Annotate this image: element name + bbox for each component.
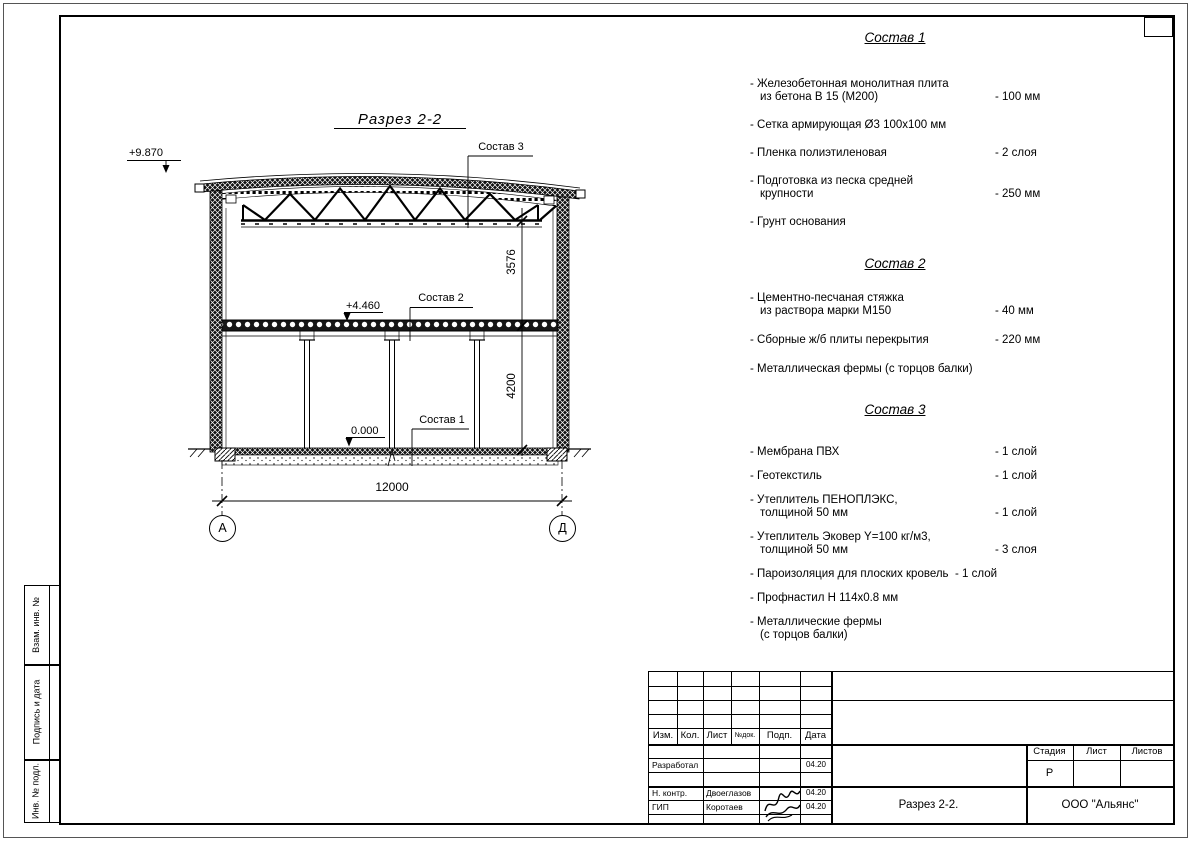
dim-floor-height: 4200 (506, 373, 518, 399)
callout-sostav2: Состав 2 (418, 292, 464, 304)
list-item: - Цементно-песчаная стяжка из раствора марки М150 - 40 мм (750, 292, 1034, 317)
tb-name-ncontrol: Двоеглазов (706, 788, 752, 798)
composition-title: Состав 3 (864, 402, 926, 417)
list-item: - Грунт основания (750, 216, 846, 228)
dim-span: 12000 (375, 480, 409, 494)
composition-title: Состав 1 (864, 30, 926, 45)
tb-header-list: Лист (706, 730, 728, 741)
title-block (648, 671, 1175, 825)
columns (299, 340, 485, 448)
tb-header-kol: Кол. (680, 730, 700, 741)
axis-bubble-a: А (209, 515, 236, 542)
floor-slab (222, 320, 558, 340)
composition-list-1 (745, 30, 1077, 244)
side-label-podpis: Подпись и дата (31, 679, 42, 745)
vertical-dimension (517, 208, 527, 456)
list-item: - Пленка полиэтиленовая - 2 слоя (750, 147, 1037, 159)
side-label-inv: Инв. № подл. (30, 762, 41, 820)
axis-bubble-d: Д (549, 515, 576, 542)
tb-stage-label: Стадия (1033, 746, 1066, 757)
callout-sostav3: Состав 3 (478, 141, 524, 153)
tb-header-podp: Подп. (766, 730, 793, 741)
tb-role-ncontrol: Н. контр. (652, 788, 688, 798)
list-item: - Профнастил Н 114х0.8 мм (750, 592, 899, 604)
ground-floor (188, 448, 591, 466)
callout-sostav1: Состав 1 (419, 414, 465, 426)
list-item: - Подготовка из песка средней крупности - 250 мм (750, 175, 1041, 200)
list-item: - Металлическая фермы (с торцов балки) (750, 363, 973, 375)
tb-date: 04.20 (805, 760, 827, 769)
signature (762, 785, 802, 823)
tb-doc-title: Разрез 2-2. (898, 799, 959, 811)
tb-name-gip: Коротаев (706, 802, 743, 812)
tb-company: ООО "Альянс" (1061, 799, 1139, 811)
composition-list-2 (745, 256, 1077, 392)
dim-truss-height: 3576 (506, 249, 518, 275)
side-label-vzam: Взам. инв. № (31, 597, 41, 653)
list-item: - Мембрана ПВХ - 1 слой (750, 446, 1038, 458)
composition-title: Состав 2 (864, 256, 926, 271)
tb-date: 04.20 (805, 802, 827, 811)
elevation-roof: +9.870 (129, 147, 163, 159)
tb-sheets-label: Листов (1131, 746, 1163, 757)
list-item: - Геотекстиль - 1 слой (750, 470, 1038, 482)
tb-sheet-label: Лист (1086, 746, 1107, 757)
tb-header-izm: Изм. (652, 730, 674, 741)
list-item: - Утеплитель Эковер Y=100 кг/м3, толщиной 50 мм - 3 слоя (750, 531, 1037, 556)
tb-stage-value: Р (1045, 767, 1054, 779)
list-item: - Пароизоляция для плоских кровель - 1 слой (750, 568, 998, 580)
elevation-floor2: +4.460 (346, 300, 380, 312)
tb-header-ndok: №док. (734, 732, 756, 739)
tb-date: 04.20 (805, 788, 827, 797)
section-title: Разрез 2-2 (334, 114, 466, 129)
tb-role-developer: Разработал (652, 760, 699, 770)
list-item: - Утеплитель ПЕНОПЛЭКС, толщиной 50 мм - 1 слой (750, 494, 1038, 519)
composition-list-3 (745, 402, 1077, 653)
elevation-zero: 0.000 (351, 425, 379, 437)
tb-role-gip: ГИП (652, 802, 669, 812)
roof (195, 173, 585, 207)
list-item: - Сетка армирующая Ø3 100х100 мм (750, 119, 947, 131)
list-item: - Железобетонная монолитная плита из бетона В 15 (М200) - 100 мм (750, 78, 1041, 103)
list-item: - Сборные ж/б плиты перекрытия - 220 мм (750, 334, 1041, 346)
list-item: - Металлические фермы (с торцов балки) (750, 616, 882, 641)
tb-header-data: Дата (804, 730, 827, 741)
